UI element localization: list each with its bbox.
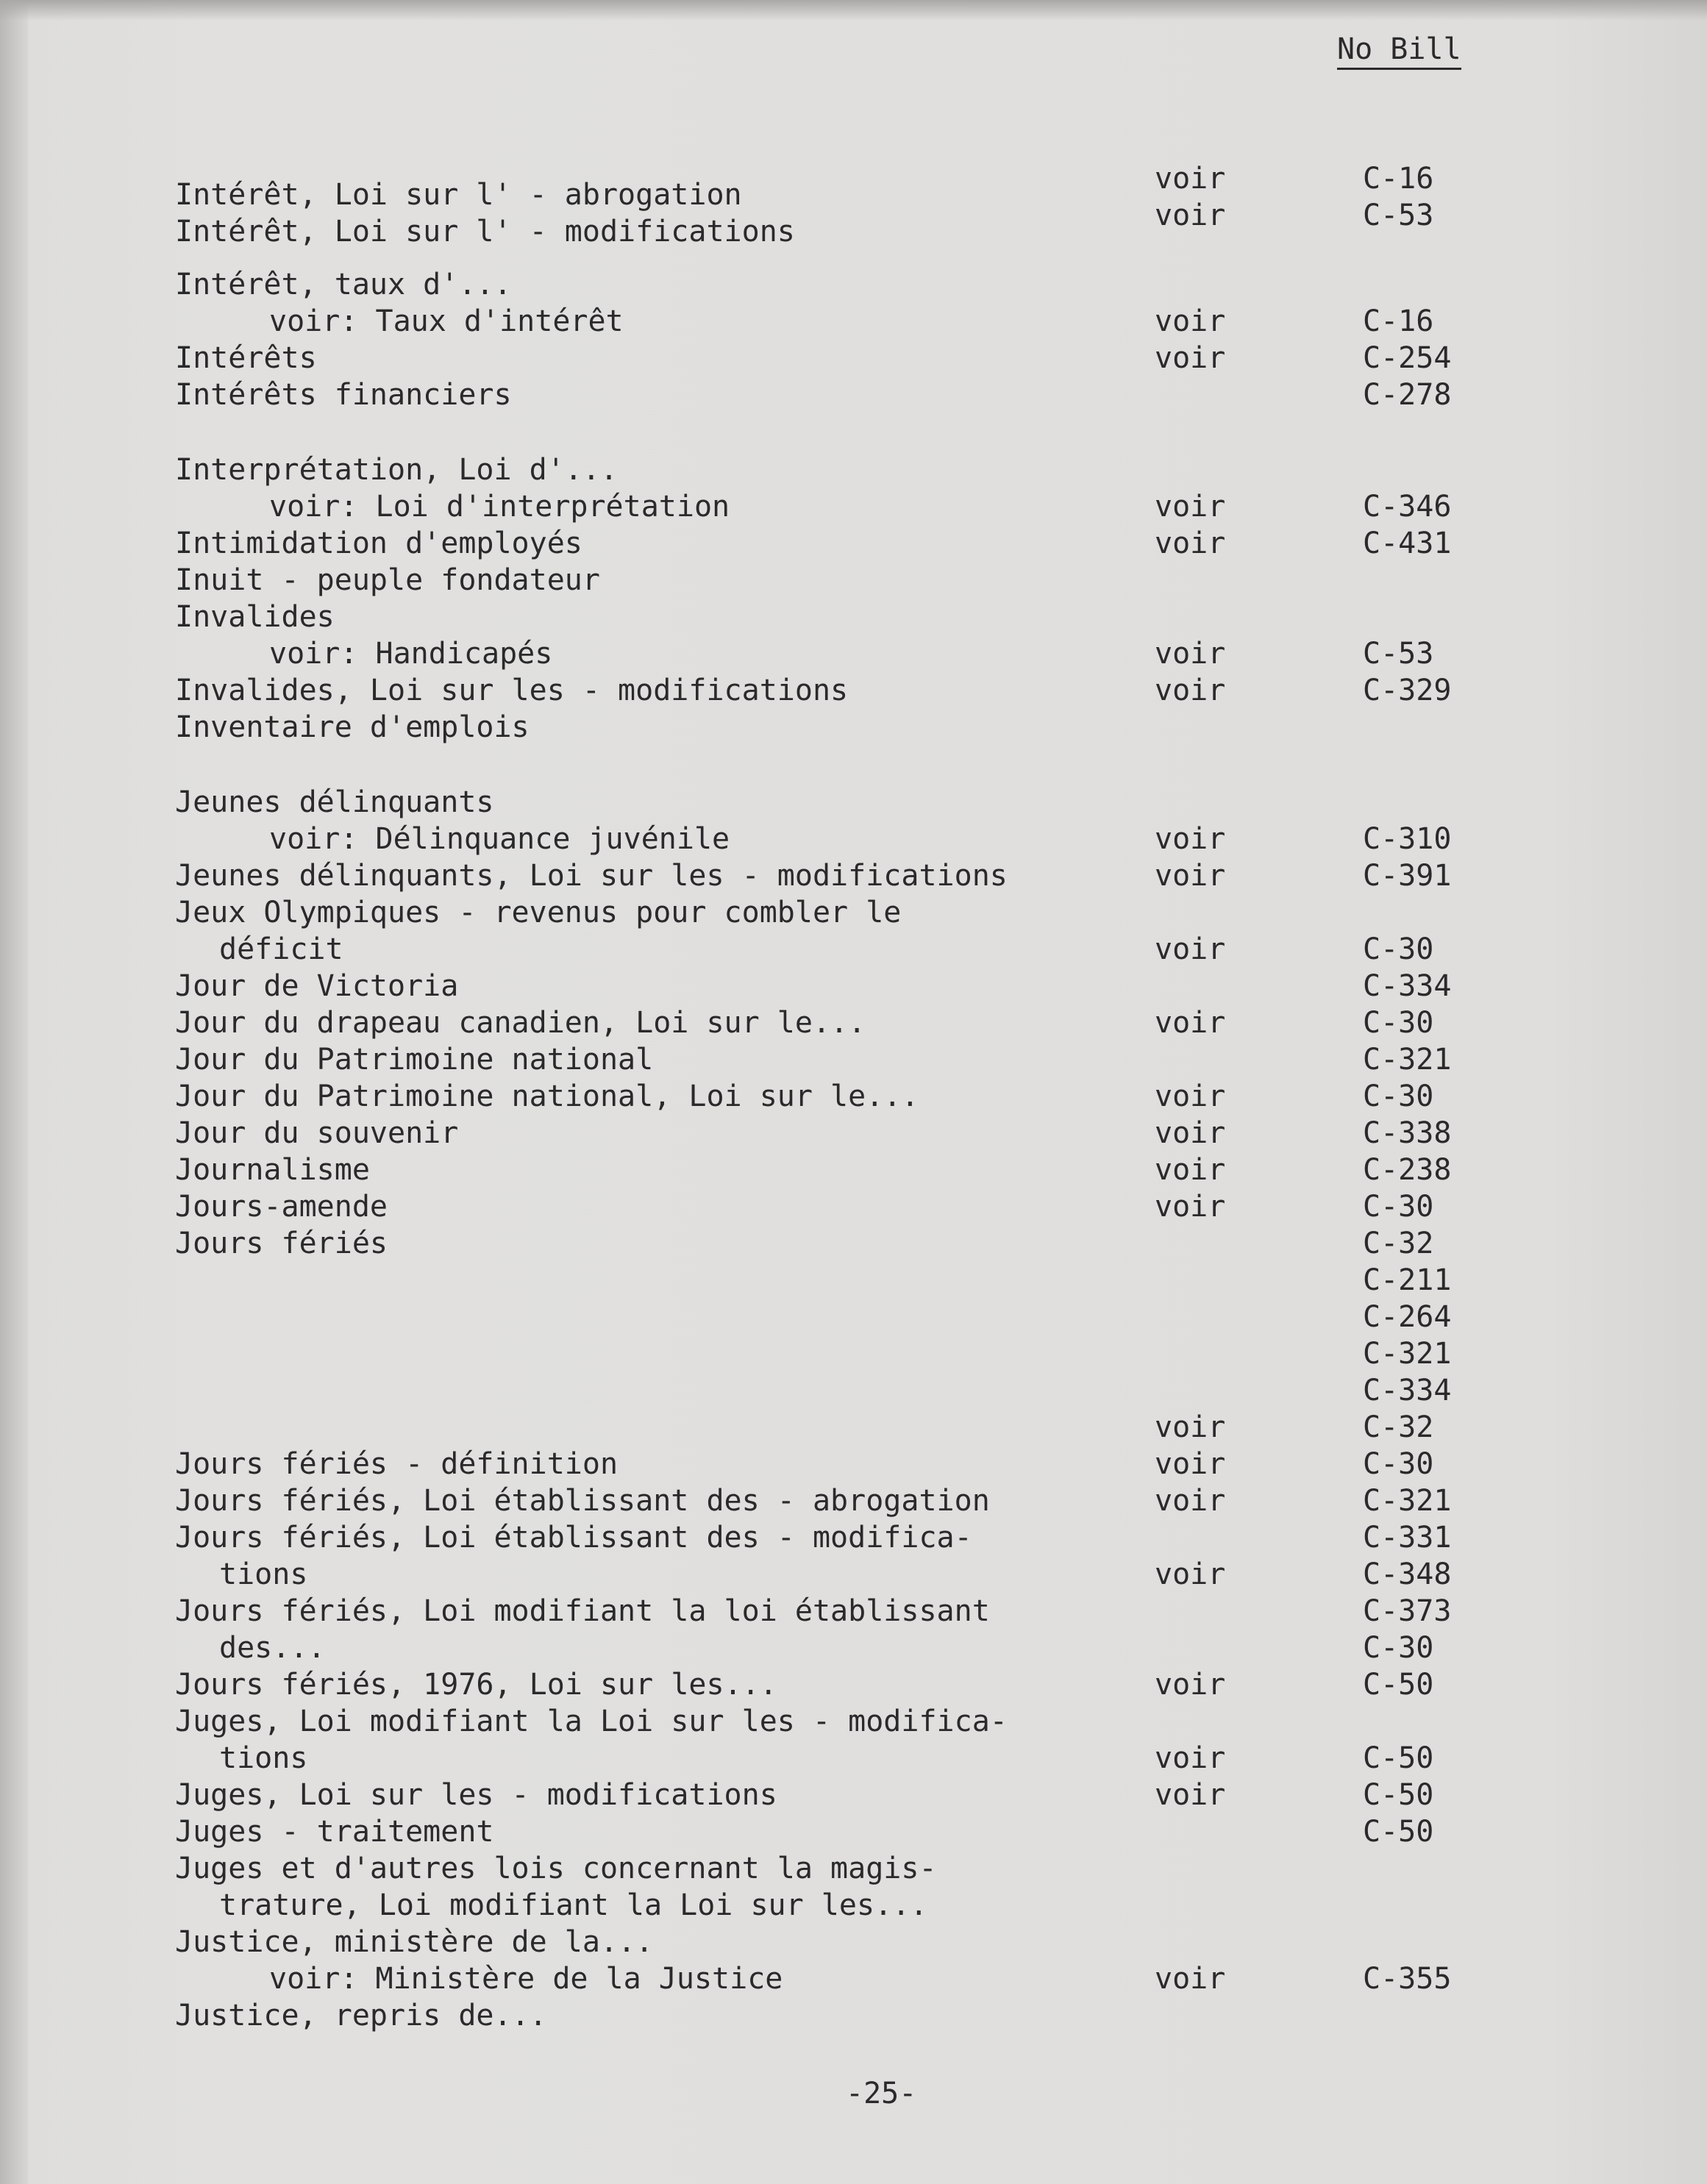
index-row (175, 1924, 1484, 1960)
voir-reference: voir (1155, 1079, 1226, 1113)
index-row (175, 1446, 1484, 1482)
voir-reference: voir (1155, 1668, 1226, 1702)
index-entry-label: Inuit - peuple fondateur (175, 563, 600, 597)
index-row (175, 452, 1484, 488)
index-row (175, 1777, 1484, 1813)
voir-reference: voir (1155, 859, 1226, 893)
index-row (175, 1188, 1484, 1225)
index-row (175, 1335, 1484, 1372)
index-row (175, 894, 1484, 931)
index-entry-label: Intérêts financiers (175, 378, 512, 412)
index-row (175, 1850, 1484, 1887)
voir-reference: voir (1155, 490, 1226, 524)
index-row (175, 1519, 1484, 1556)
index-row (175, 1262, 1484, 1299)
voir-reference: voir (1155, 304, 1226, 338)
voir-reference: voir (1155, 1410, 1226, 1444)
index-row (175, 1813, 1484, 1850)
index-row (175, 340, 1484, 377)
index-entry-label: Jour du souvenir (175, 1116, 459, 1150)
index-entry-label: Jours fériés, Loi établissant des - modifica- (175, 1521, 972, 1555)
bill-number: C-30 (1363, 1631, 1434, 1665)
bill-number: C-334 (1363, 969, 1452, 1003)
bill-number: C-321 (1363, 1337, 1452, 1371)
bill-number: C-238 (1363, 1153, 1452, 1187)
index-row (175, 635, 1484, 672)
index-row (175, 1666, 1484, 1703)
voir-reference: voir (1155, 932, 1226, 966)
index-row (175, 1041, 1484, 1078)
index-entry-label: Jour de Victoria (175, 969, 459, 1003)
index-row (175, 266, 1484, 303)
index-row (175, 213, 1484, 250)
page-number: -25- (846, 2077, 917, 2110)
index-entry-label: tions (219, 1557, 308, 1591)
index-row (175, 1004, 1484, 1041)
index-row (175, 1630, 1484, 1666)
bill-number: C-254 (1363, 341, 1452, 375)
index-entry-label: Jeunes délinquants (175, 785, 494, 819)
index-entry-label: Intérêt, Loi sur l' - abrogation (175, 178, 742, 212)
bill-number: C-334 (1363, 1374, 1452, 1407)
bill-number: C-264 (1363, 1300, 1452, 1334)
bill-number: C-373 (1363, 1594, 1452, 1628)
index-entry-label: Jours fériés - définition (175, 1447, 619, 1481)
index-entry-label: Jours fériés, Loi établissant des - abrogation (175, 1484, 990, 1518)
bill-number: C-50 (1363, 1815, 1434, 1849)
index-row (175, 525, 1484, 562)
bill-number: C-211 (1363, 1263, 1452, 1297)
index-entry-label: voir: Ministère de la Justice (269, 1962, 783, 1996)
index-row (175, 303, 1484, 340)
index-entry-label: tions (219, 1741, 308, 1775)
index-entry-label: Intérêt, taux d'... (175, 268, 512, 301)
voir-reference: voir (1155, 1116, 1226, 1150)
voir-reference: voir (1155, 1778, 1226, 1812)
index-entry-label: Justice, repris de... (175, 1999, 547, 2033)
index-entry-label: Jeunes délinquants, Loi sur les - modifications (175, 859, 1008, 893)
index-row (175, 377, 1484, 413)
column-header-no-bill: No Bill (1337, 32, 1461, 70)
index-row (175, 1225, 1484, 1262)
bill-number: C-50 (1363, 1668, 1434, 1702)
bill-number: C-278 (1363, 378, 1452, 412)
index-row (175, 562, 1484, 599)
index-row (175, 1152, 1484, 1188)
index-entry-label: Invalides (175, 600, 335, 634)
bill-number: C-16 (1363, 162, 1434, 196)
index-row (175, 968, 1484, 1004)
voir-reference: voir (1155, 1962, 1226, 1996)
index-entry-label: Justice, ministère de la... (175, 1925, 654, 1959)
index-entry-label: Jours-amende (175, 1190, 388, 1224)
bill-number: C-321 (1363, 1484, 1452, 1518)
bill-number: C-331 (1363, 1521, 1452, 1555)
index-row (175, 1409, 1484, 1446)
voir-reference: voir (1155, 1447, 1226, 1481)
voir-reference: voir (1155, 1484, 1226, 1518)
index-row (175, 1593, 1484, 1630)
index-row (175, 1740, 1484, 1777)
voir-reference: voir (1155, 162, 1226, 196)
index-entry-label: Journalisme (175, 1153, 370, 1187)
index-entry-label: Intimidation d'employés (175, 527, 582, 560)
bill-number: C-431 (1363, 527, 1452, 560)
index-entry-label: Invalides, Loi sur les - modifications (175, 674, 849, 707)
bill-number: C-30 (1363, 932, 1434, 966)
index-row (175, 1556, 1484, 1593)
index-row (175, 709, 1484, 746)
index-entry-label: Intérêt, Loi sur l' - modifications (175, 215, 795, 249)
index-entry-label: des... (219, 1631, 326, 1665)
voir-reference: voir (1155, 1153, 1226, 1187)
bill-number: C-310 (1363, 822, 1452, 856)
bill-number: C-53 (1363, 637, 1434, 671)
bill-number: C-16 (1363, 304, 1434, 338)
index-entry-label: Juges - traitement (175, 1815, 494, 1849)
voir-reference: voir (1155, 527, 1226, 560)
index-entry-label: Juges, Loi modifiant la Loi sur les - modifica- (175, 1705, 1008, 1738)
index-row (175, 1703, 1484, 1740)
index-entry-label: Jour du drapeau canadien, Loi sur le... (175, 1006, 866, 1040)
bill-number: C-355 (1363, 1962, 1452, 1996)
voir-reference: voir (1155, 341, 1226, 375)
index-row (175, 1887, 1484, 1924)
index-row (175, 857, 1484, 894)
voir-reference: voir (1155, 637, 1226, 671)
bill-number: C-32 (1363, 1410, 1434, 1444)
bill-number: C-30 (1363, 1190, 1434, 1224)
index-entry-label: voir: Taux d'intérêt (269, 304, 624, 338)
index-entry-label: Jours fériés, 1976, Loi sur les... (175, 1668, 777, 1702)
index-entry-label: trature, Loi modifiant la Loi sur les... (219, 1888, 928, 1922)
index-entry-label: voir: Délinquance juvénile (269, 822, 730, 856)
bill-number: C-50 (1363, 1778, 1434, 1812)
index-row (175, 821, 1484, 857)
index-entry-label: voir: Handicapés (269, 637, 553, 671)
bill-number: C-32 (1363, 1227, 1434, 1260)
index-entry-label: Intérêts (175, 341, 317, 375)
index-entry-label: déficit (219, 932, 343, 966)
bill-number: C-30 (1363, 1006, 1434, 1040)
bill-number: C-391 (1363, 859, 1452, 893)
voir-reference: voir (1155, 1006, 1226, 1040)
voir-reference: voir (1155, 1190, 1226, 1224)
index-row (175, 1078, 1484, 1115)
index-row (175, 1115, 1484, 1152)
index-entry-label: Inventaire d'emplois (175, 710, 530, 744)
index-entry-label: Jours fériés, Loi modifiant la loi établissant (175, 1594, 990, 1628)
index-row (175, 1299, 1484, 1335)
bill-number: C-50 (1363, 1741, 1434, 1775)
voir-reference: voir (1155, 1741, 1226, 1775)
voir-reference: voir (1155, 1557, 1226, 1591)
bill-number: C-329 (1363, 674, 1452, 707)
index-row (175, 931, 1484, 968)
index-entry-label: Jours fériés (175, 1227, 388, 1260)
index-entry-label: Juges et d'autres lois concernant la magis- (175, 1852, 937, 1885)
bill-number: C-338 (1363, 1116, 1452, 1150)
index-row (175, 1372, 1484, 1409)
index-row (175, 488, 1484, 525)
bill-number: C-53 (1363, 199, 1434, 232)
voir-reference: voir (1155, 199, 1226, 232)
bill-number: C-346 (1363, 490, 1452, 524)
bill-number: C-30 (1363, 1447, 1434, 1481)
voir-reference: voir (1155, 822, 1226, 856)
index-entry-label: voir: Loi d'interprétation (269, 490, 730, 524)
bill-number: C-348 (1363, 1557, 1452, 1591)
index-entry-label: Jour du Patrimoine national, Loi sur le... (175, 1079, 919, 1113)
index-row (175, 1482, 1484, 1519)
bill-number: C-30 (1363, 1079, 1434, 1113)
index-row (175, 1997, 1484, 2034)
index-entry-label: Jeux Olympiques - revenus pour combler le (175, 896, 902, 929)
bill-number: C-321 (1363, 1043, 1452, 1077)
index-entry-label: Jour du Patrimoine national (175, 1043, 654, 1077)
index-entry-label: Interprétation, Loi d'... (175, 453, 619, 487)
voir-reference: voir (1155, 674, 1226, 707)
index-row (175, 672, 1484, 709)
index-row (175, 1960, 1484, 1997)
index-entry-label: Juges, Loi sur les - modifications (175, 1778, 777, 1812)
index-row (175, 784, 1484, 821)
index-row (175, 599, 1484, 635)
